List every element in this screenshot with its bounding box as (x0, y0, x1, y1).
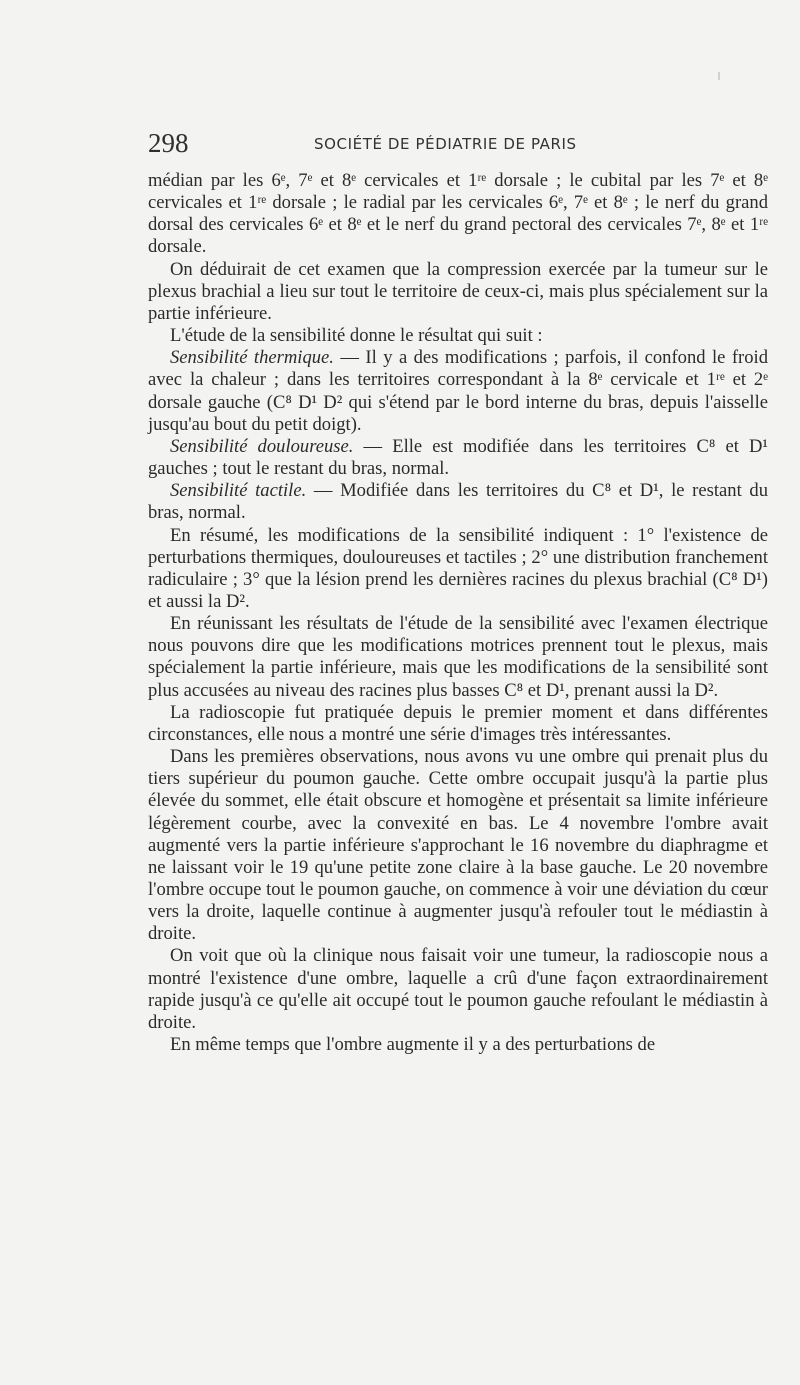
page-number: 298 (148, 128, 189, 158)
paragraph-text: L'étude de la sensibilité donne le résultat qui suit : (170, 325, 543, 347)
paragraph-lead: Sensibilité thermique. (170, 347, 334, 369)
paragraph-lead: Sensibilité tactile. (170, 480, 307, 502)
paragraph (148, 170, 768, 259)
paragraph (148, 436, 768, 480)
paragraph-text: — Il y a des modifications ; parfois, il confond le froid avec la chaleur ; dans les territoires correspondant à la 8ᵉ cervicale et 1ʳᵉ et 2ᵉ dorsale gauche (C⁸ D¹ D² qui s'étend par le bord interne du bras, depuis l'aisselle jusqu'au bout du petit doigt). (148, 347, 768, 435)
paragraph-text: La radioscopie fut pratiquée depuis le premier moment et dans différentes circonstances, elle nous a montré une série d'images très intéressantes. (148, 701, 768, 745)
paragraph (148, 746, 768, 945)
paragraph (148, 325, 768, 347)
paragraph (148, 259, 768, 325)
paragraph-text: Dans les premières observations, nous avons vu une ombre qui prenait plus du tiers supérieur du poumon gauche. Cette ombre occupait jusqu'à la partie plus élevée du sommet, elle était obscure et homogène et présentait sa limite inférieure légèrement courbe, avec la convexité en bas. Le 4 novembre l'ombre avait augmenté vers la partie inférieure s'approchant le 16 novembre du diaphragme et ne laissant voir le 19 qu'une petite zone claire à la base gauche. Le 20 novembre l'ombre occupe tout le poumon gauche, on commence à voir une déviation du cœur vers la droite, laquelle continue à augmenter jusqu'à refouler tout le médiastin à droite. (148, 746, 768, 945)
page-header (148, 128, 768, 162)
paragraph-text: En même temps que l'ombre augmente il y a des perturbations de (170, 1034, 656, 1056)
paragraph-text: — Modifiée dans les territoires du C⁸ et D¹, le restant du bras, normal. (148, 480, 768, 524)
paragraph-text: On déduirait de cet examen que la compression exercée par la tumeur sur le plexus brachial a lieu sur tout le territoire de ceux-ci, mais plus spécialement sur la partie inférieure. (148, 258, 768, 324)
paragraph-text: En résumé, les modifications de la sensibilité indiquent : 1° l'existence de perturbations thermiques, douloureuses et tactiles ; 2° une distribution franchement radiculaire ; 3° que la lésion prend les dernières racines du plexus brachial (C⁸ D¹) et aussi la D². (148, 524, 768, 612)
paragraph (148, 702, 768, 746)
running-title: SOCIÉTÉ DE PÉDIATRIE DE PARIS (314, 135, 577, 153)
paragraph (148, 480, 768, 524)
paragraph-lead: Sensibilité douloureuse. (170, 435, 354, 457)
paragraph (148, 945, 768, 1034)
paragraph (148, 613, 768, 702)
paragraph-text: On voit que où la clinique nous faisait voir une tumeur, la radioscopie nous a montré l'existence d'une ombre, laquelle a crû d'une façon extraordinairement rapide jusqu'à ce qu'elle ait occupé tout le poumon gauche refoulant le médiastin à droite. (148, 945, 768, 1033)
paragraph-text: En réunissant les résultats de l'étude de la sensibilité avec l'examen électrique nous pouvons dire que les modifications motrices prennent tout le plexus, mais spécialement la partie inférieure, mais que les modifications de la sensibilité sont plus accusées au niveau des racines plus basses C⁸ et D¹, prenant aussi la D². (148, 613, 768, 701)
paragraph-text: — Elle est modifiée dans les territoires C⁸ et D¹ gauches ; tout le restant du bras, normal. (148, 435, 768, 480)
paragraph (148, 1034, 768, 1056)
scan-speck (718, 72, 720, 80)
body-text (148, 170, 768, 1056)
paragraph (148, 347, 768, 436)
paragraph-text: médian par les 6ᵉ, 7ᵉ et 8ᵉ cervicales et 1ʳᵉ dorsale ; le cubital par les 7ᵉ et 8ᵉ cervicales et 1ʳᵉ dorsale ; le radial par les cervicales 6ᵉ, 7ᵉ et 8ᵉ ; le nerf du grand dorsal des cervicales 6ᵉ et 8ᵉ et le nerf du grand pectoral des cervicales 7ᵉ, 8ᵉ et 1ʳᵉ dorsale. (148, 170, 768, 258)
paragraph (148, 525, 768, 614)
